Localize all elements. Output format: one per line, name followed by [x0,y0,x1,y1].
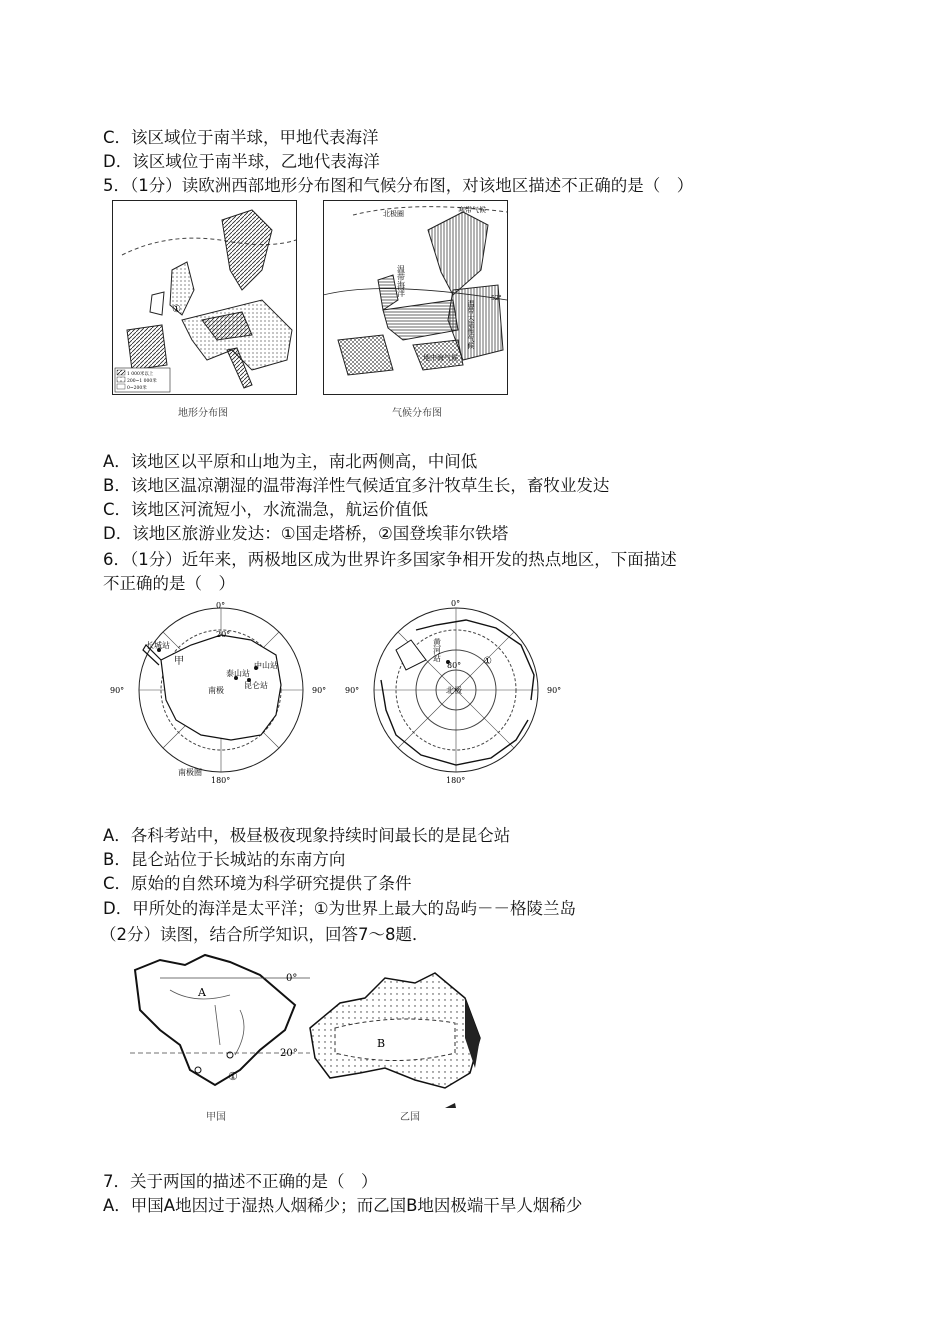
south-left-label: 90° [110,686,125,695]
equator-label: 0° [286,973,298,984]
north-marker: ① [483,656,492,667]
continental-climate-label: 温带大陆性气候 [467,300,475,349]
zhongshan-station-label: 中山站 [254,661,278,670]
country-jia-map [120,950,310,1090]
country-yi-caption: 乙国 [400,1112,420,1123]
q6-option-d: D．甲所处的海洋是太平洋；①为世界上最大的岛屿－－格陵兰岛 [103,899,576,918]
north-bottom-label: 180° [446,776,466,785]
country-jia-caption: 甲国 [206,1112,226,1123]
arctic-circle-label: 北极圈 [383,210,404,218]
q78-stem: （2分）读图，结合所学知识，回答7～8题． [100,925,429,944]
jia-marker: ① [228,1070,238,1083]
climate-map [323,200,508,400]
q4-option-c: C．该区域位于南半球，甲地代表海洋 [103,128,379,147]
south-top-label: 0° [216,601,226,610]
great-wall-station-label: 长城站 [146,641,170,650]
south-bottom-label: 180° [211,776,231,785]
south-right-label: 90° [312,686,327,695]
arctic-map [343,598,568,785]
south-lat-label: 20° [216,630,231,639]
point-a-label: A [198,986,206,999]
q6-option-a: A．各科考站中，极昼极夜现象持续时间最长的是昆仑站 [103,826,511,845]
climate-map-caption: 气候分布图 [392,408,442,419]
lat-20-label: 20° [280,1048,298,1059]
q5-stem: 5．（1分）读欧洲西部地形分布图和气候分布图，对该地区描述不正确的是（ ） [103,176,694,195]
legend-low: 0~200米 [127,386,147,391]
country-yi-map [305,968,495,1108]
north-right-label: 90° [547,686,562,695]
q4-option-d: D．该区域位于南半球，乙地代表海洋 [103,152,380,171]
polar-climate-label: 寒带气候 [458,206,486,214]
q5-option-b: B．该地区温凉潮湿的温带海洋性气候适宜多汁牧草生长，畜牧业发达 [103,476,610,495]
antarctic-circle-label: 南极圈 [178,768,202,777]
terrain-map [112,200,297,400]
q6-option-c: C．原始的自然环境为科学研究提供了条件 [103,874,412,893]
q5-option-d: D．该地区旅游业发达：①国走塔桥，②国登埃菲尔铁塔 [103,524,509,543]
mediterranean-climate-label: 地中海气候 [423,354,458,362]
north-left-label: 90° [345,686,360,695]
terrain-map-caption: 地形分布图 [178,408,228,419]
kunlun-station-label: 昆仑站 [244,681,268,690]
oceanic-climate-label: 温带海洋 [396,265,406,297]
south-pole-label: 南极 [208,686,224,695]
legend-mid: 200~1 000米 [127,379,157,384]
terrain-marker: ① [172,304,181,315]
q5-option-c: C．该地区河流短小，水流湍急，航运价值低 [103,500,429,519]
q7-stem: 7．关于两国的描述不正确的是（ ） [103,1172,378,1191]
q7-option-a: A．甲国A地因过于湿热人烟稀少；而乙国B地因极端干旱人烟稀少 [103,1196,583,1215]
legend-high: 1 000米以上 [127,372,154,377]
q6-stem-line1: 6．（1分）近年来，两极地区成为世界许多国家争相开发的热点地区，下面描述 [103,550,677,569]
q5-option-a: A．该地区以平原和山地为主，南北两侧高，中间低 [103,452,478,471]
point-b-label: B [377,1037,386,1050]
north-lat-label: 80° [447,661,462,670]
yellow-river-station-label: 黄河站 [432,638,442,662]
q6-stem-line2: 不正确的是（ ） [103,574,235,593]
antarctic-map [108,600,333,785]
north-top-label: 0° [451,599,461,608]
q6-option-b: B．昆仑站位于长城站的东南方向 [103,850,346,869]
region-jia-label: 甲 [174,656,184,667]
taishan-station-label: 泰山站 [226,669,250,678]
north-pole-label: 北极 [446,686,462,695]
lat-52-label: 52° [491,295,502,302]
